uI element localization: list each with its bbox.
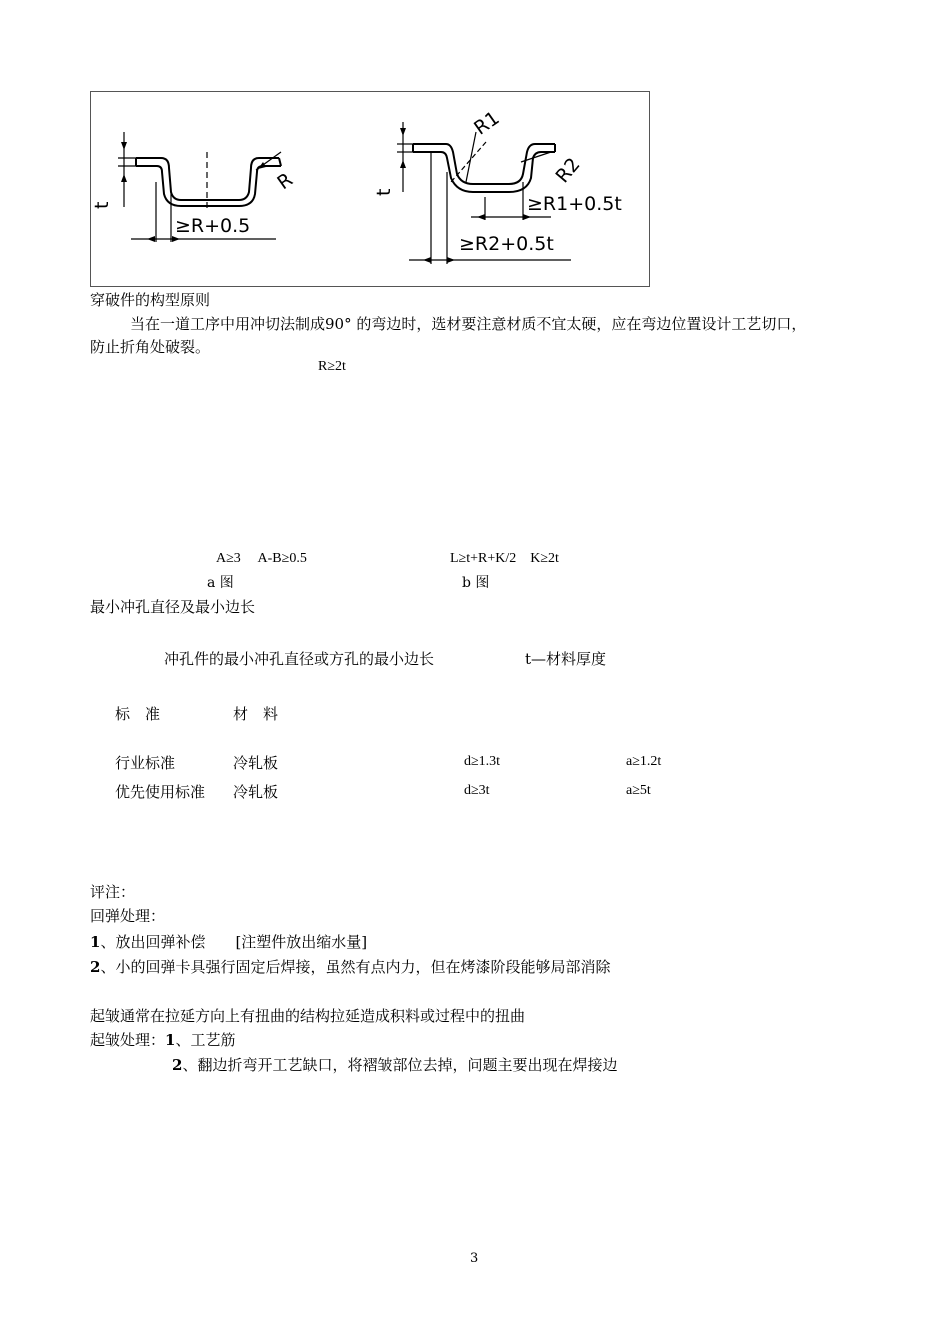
right-radius-1-label: R1	[470, 107, 504, 140]
table-cell-standard: 优先使用标准	[115, 783, 206, 801]
right-dimension-label-2: ≥R2+0.5t	[459, 233, 554, 255]
pierce-paragraph-line1: 当在一道工序中用冲切法制成90° 的弯边时，选材要注意材质不宜太硬，应在弯边位置设计工艺切口，	[130, 315, 807, 333]
pierce-paragraph-line2: 防止折角处破裂。	[90, 338, 211, 356]
page-number: 3	[470, 1251, 479, 1266]
bend-diagram-figure	[90, 91, 650, 287]
left-radius-label: R	[273, 168, 297, 195]
pierce-heading: 穿破件的构型原则	[90, 291, 211, 309]
wrinkle-description: 起皱通常在拉延方向上有扭曲的结构拉延造成积料或过程中的扭曲	[90, 1007, 526, 1025]
caption-a: a 图	[207, 575, 234, 591]
table-cell-material: 冷轧板	[233, 783, 279, 801]
formula-b: L≥t+R+K/2 K≥2t	[450, 551, 559, 566]
springback-item-2	[90, 957, 610, 977]
left-thickness-label: t	[91, 201, 113, 209]
wrinkle-item-1	[90, 1030, 235, 1050]
right-dimension-label-1: ≥R1+0.5t	[527, 193, 622, 215]
springback-item-1	[90, 932, 367, 952]
table-cell-diameter: d≥3t	[464, 783, 490, 798]
table-header-material: 材 料	[233, 705, 279, 723]
hole-table-title: 冲孔件的最小冲孔直径或方孔的最小边长	[164, 650, 435, 668]
hole-heading: 最小冲孔直径及最小边长	[90, 598, 256, 616]
table-cell-side: a≥5t	[626, 783, 651, 798]
pierce-formula-r: R≥2t	[318, 359, 346, 374]
item-number: 2	[172, 1056, 183, 1074]
caption-b: b 图	[462, 575, 490, 591]
item-text: 、工艺筋	[175, 1031, 236, 1049]
hole-table-note: t—材料厚度	[525, 650, 607, 668]
right-radius-2-label: R2	[551, 153, 585, 188]
item-number: 1	[90, 933, 101, 951]
item-text: 、放出回弹补偿 [注塑件放出缩水量]	[100, 933, 368, 951]
item-number: 1	[165, 1031, 176, 1049]
comment-label: 评注：	[90, 883, 136, 901]
springback-title: 回弹处理：	[90, 907, 166, 925]
wrinkle-title: 起皱处理：	[90, 1031, 166, 1049]
item-text: 、翻边折弯开工艺缺口，将褶皱部位去掉，问题主要出现在焊接边	[182, 1056, 618, 1074]
item-number: 2	[90, 958, 101, 976]
table-cell-side: a≥1.2t	[626, 754, 662, 769]
wrinkle-item-2	[172, 1055, 617, 1075]
right-profile-outer	[413, 144, 555, 184]
formula-a: A≥3 A-B≥0.5	[216, 551, 307, 566]
table-cell-material: 冷轧板	[233, 754, 279, 772]
left-dimension-label: ≥R+0.5	[175, 215, 251, 237]
table-cell-standard: 行业标准	[115, 754, 176, 772]
right-thickness-label: t	[373, 188, 395, 196]
table-cell-diameter: d≥1.3t	[464, 754, 501, 769]
table-header-standard: 标 准	[115, 705, 161, 723]
item-text: 、小的回弹卡具强行固定后焊接，虽然有点内力，但在烤漆阶段能够局部消除	[100, 958, 611, 976]
bend-diagram-svg	[91, 92, 651, 288]
